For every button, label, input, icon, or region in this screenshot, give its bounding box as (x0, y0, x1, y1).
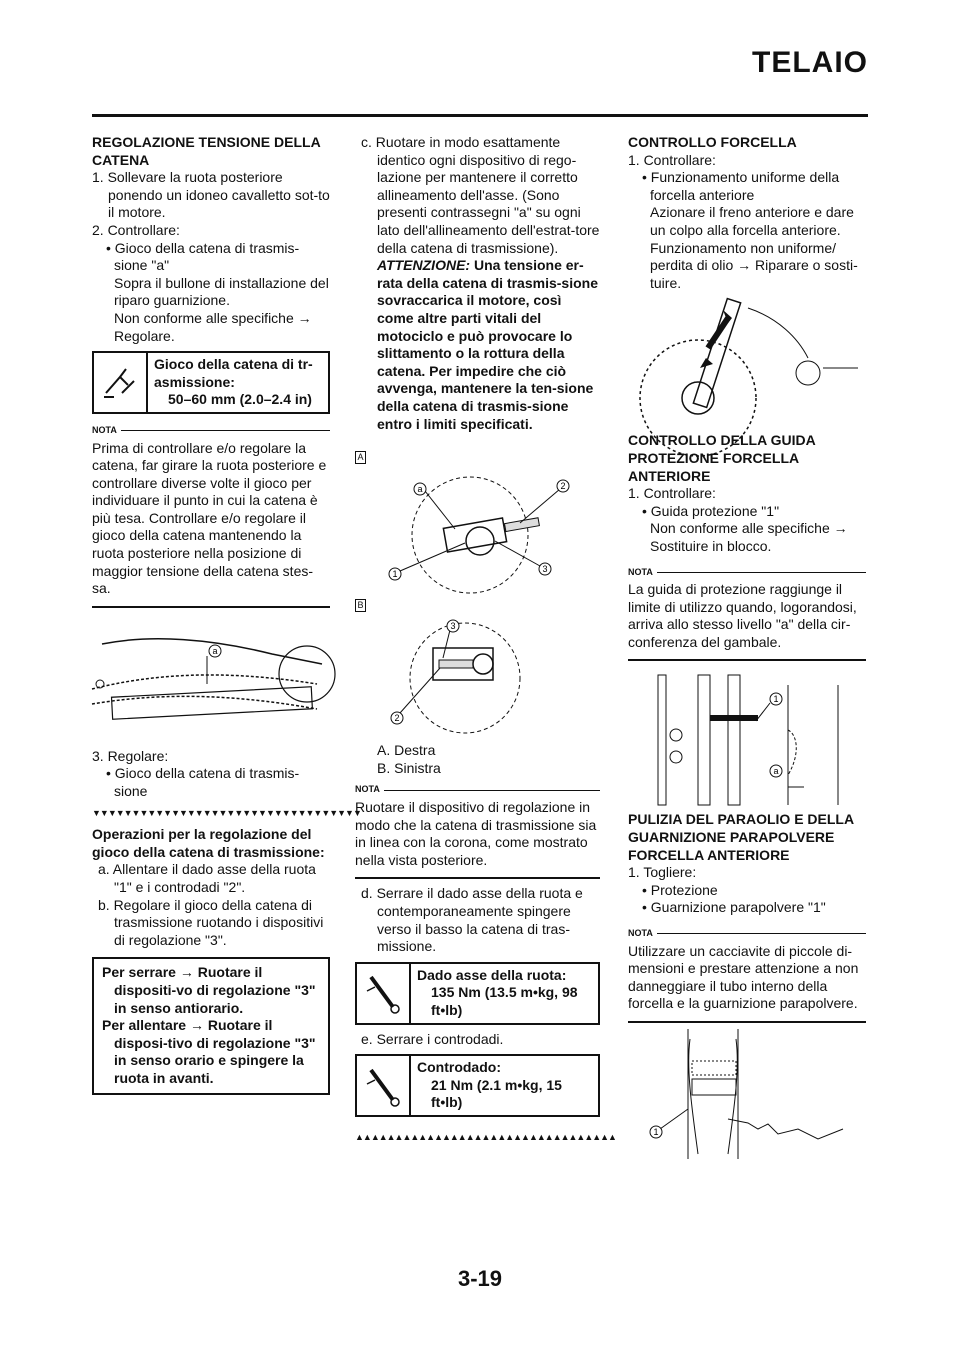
dust-seal-figure (628, 1029, 866, 1159)
header-rule (92, 114, 868, 117)
caption-b: B. Sinistra (377, 759, 441, 776)
nota-text-3: La guida di protezione raggiunge il limite di utilizzo quando, logorandosi, arriva allo stesso livello "a" della cir-conferenza del gambale. (628, 581, 857, 650)
column-middle (355, 134, 616, 1151)
nota-block-3 (628, 564, 866, 662)
guard-bullet-detail: Non conforme alle specifiche → Sostituire in blocco. (650, 520, 848, 554)
nota-text: Prima di controllare e/o regolare la catena, far girare la ruota posteriore e controllare diverse volte il gioco per individuare il punto in cui la catena è più tesa. Controllare e/o regolare il gioco della catena mantenendo la ruota posteriore nella posizione di maggior tensione della catena stes-sa. (92, 439, 327, 597)
caption-a: A. Destra (377, 742, 436, 759)
op-c: c. Ruotare in modo esattamente identico ogni dispositivo di rego-lazione per mantenere il corretto allineamento dell'asse. (Sono presenti contrassegni "a" su ogni lato dell'allineamento dell'estrat-tore della catena di trasmissione). (361, 134, 600, 256)
section-heading-guard: CONTROLLO DELLA GUIDA PROTEZIONE FORCELLA ANTERIORE (628, 432, 816, 484)
bullet-detail-1: Sopra il bullone di installazione del riparo guarnizione. (114, 274, 329, 309)
nota-label-4: NOTA (628, 928, 653, 939)
spec1-value: 135 Nm (13.5 m•kg, 98 ft•lb) (431, 984, 578, 1018)
wrench-gauge-icon (94, 353, 148, 412)
fork-bullet: • Funzionamento uniforme della forcella anteriore (642, 169, 840, 203)
section-heading-seal: PULIZIA DEL PARAOLIO E DELLA GUARNIZIONE PARAPOLVERE FORCELLA ANTERIORE (628, 811, 854, 863)
adjuster-right-figure (355, 471, 585, 589)
spec1-label: Dado asse della ruota: (417, 966, 567, 983)
warning-block (355, 257, 600, 433)
column-left (92, 134, 361, 1095)
guard-callout-a: a (773, 766, 779, 777)
nota-label: NOTA (92, 424, 117, 435)
callout-3: 3 (542, 563, 548, 574)
callout-a: a (417, 483, 423, 494)
step-2: 2. Controllare: (92, 221, 180, 238)
page-number: 3-19 (457, 1266, 503, 1291)
adjuster-left-figure (355, 618, 585, 736)
seal-bullet-b: • Guarnizione parapolvere "1" (642, 899, 826, 916)
ops-heading: Operazioni per la regolazione del gioco della catena di trasmissione: (92, 826, 325, 860)
spec-label: Gioco della catena di tr-asmissione: (154, 356, 313, 390)
section-heading-chain: REGOLAZIONE TENSIONE DELLA CATENA (92, 134, 321, 168)
guard-callout-1: 1 (773, 694, 779, 705)
guard-bullet: • Guida protezione "1" (642, 502, 780, 519)
spec-value: 50–60 mm (2.0–2.4 in) (168, 391, 312, 408)
spec-box-locknut (355, 1054, 600, 1117)
op-a: a. Allentare il dado asse della ruota "1" e i controdadi "2". (98, 861, 316, 895)
warning-label: ATTENZIONE: (377, 257, 471, 274)
callout-1: 1 (392, 568, 398, 579)
fig-tag-b: B (355, 599, 366, 612)
rule-loosen: Per allentare → Ruotare il disposi-tivo di regolazione "3" in senso orario e spingere la ruota in avanti. (102, 1017, 316, 1086)
triangle-divider-start: ▼▼▼▼▼▼▼▼▼▼▼▼▼▼▼▼▼▼▼▼▼▼▼▼▼▼▼▼▼▼▼▼▼▼ (92, 807, 361, 818)
spec2-value: 21 Nm (2.1 m•kg, 15 ft•lb) (431, 1076, 562, 1111)
fig-callout-a: a (212, 645, 218, 656)
triangle-divider-end: ▲▲▲▲▲▲▲▲▲▲▲▲▲▲▲▲▲▲▲▲▲▲▲▲▲▲▲▲▲▲▲▲▲ (355, 1131, 616, 1142)
fig-tag-a: A (355, 451, 366, 464)
fork-operation-figure (628, 298, 866, 426)
bullet-adjust-slack: • Gioco della catena di trasmis-sione (106, 765, 300, 800)
column-right (628, 134, 866, 1165)
torque-wrench-icon (357, 1056, 411, 1115)
fork-step-1: 1. Controllare: (628, 151, 716, 168)
warning-text: Una tensione er-rata della catena di trasmis-sione sovraccarica il motore, così come altre parti vitali del motociclo e può provocare lo slittamento o la rottura della catena. Per impedire che ciò avvenga, mantenere la ten-sione della catena di trasmis-sione entro i limiti specificati. (377, 257, 598, 432)
nota-text-2: Ruotare il dispositivo di regolazione in modo che la catena di trasmissione sia in linea con la corona, come mostrato nella vista posteriore. (355, 799, 597, 868)
seal-callout-1: 1 (653, 1127, 659, 1137)
bullet-chain-slack: • Gioco della catena di trasmis-sione "a" (106, 239, 300, 274)
fork-bullet-detail: Azionare il freno anteriore e dare un colpo alla forcella anteriore. Funzionamento non uniforme/ perdita di olio → Riparare o sosti-tuire. (650, 204, 858, 291)
fork-guard-figure (628, 675, 866, 805)
nota-block-4 (628, 925, 866, 1023)
page-title: TELAIO (752, 46, 868, 79)
bullet-detail-2: Non conforme alle specifiche → Regolare. (114, 309, 312, 344)
step-3: 3. Regolare: (92, 747, 169, 764)
op-e: e. Serrare i controdadi. (361, 1030, 504, 1047)
rule-tighten: Per serrare → Ruotare il dispositi-vo di regolazione "3" in senso antiorario. (102, 964, 316, 1016)
step-1: 1. Sollevare la ruota posteriore ponendo un idoneo cavalletto sot-to il motore. (92, 169, 330, 221)
section-heading-fork: CONTROLLO FORCELLA (628, 134, 797, 150)
spec-box-axle-nut (355, 962, 600, 1025)
seal-bullet-a: • Protezione (642, 881, 718, 898)
chain-swingarm-figure (92, 614, 330, 742)
nota-label-2: NOTA (355, 784, 380, 795)
torque-wrench-icon (357, 964, 411, 1023)
op-d: d. Serrare il dado asse della ruota e contemporaneamente spingere verso il basso la catena di tras-missione. (361, 885, 583, 955)
spec2-label: Controdado: (417, 1059, 501, 1076)
adjust-direction-box (92, 957, 330, 1094)
callout-2: 2 (560, 480, 566, 491)
nota-label-3: NOTA (628, 566, 653, 577)
nota-block (92, 422, 330, 608)
spec-box-chain-slack (92, 351, 330, 414)
seal-step-1: 1. Togliere: (628, 864, 697, 881)
callout-2-b: 2 (394, 713, 400, 724)
nota-text-4: Utilizzare un cacciavite di piccole di-mensioni e prestare attenzione a non danneggiare il tubo interno della forcella e la guarnizione parapolvere. (628, 942, 859, 1012)
guard-step-1: 1. Controllare: (628, 485, 716, 502)
nota-block-2 (355, 781, 600, 879)
callout-3-b: 3 (450, 621, 456, 632)
op-b: b. Regolare il gioco della catena di trasmissione ruotando i dispositivi di regolazione "3". (98, 896, 324, 948)
